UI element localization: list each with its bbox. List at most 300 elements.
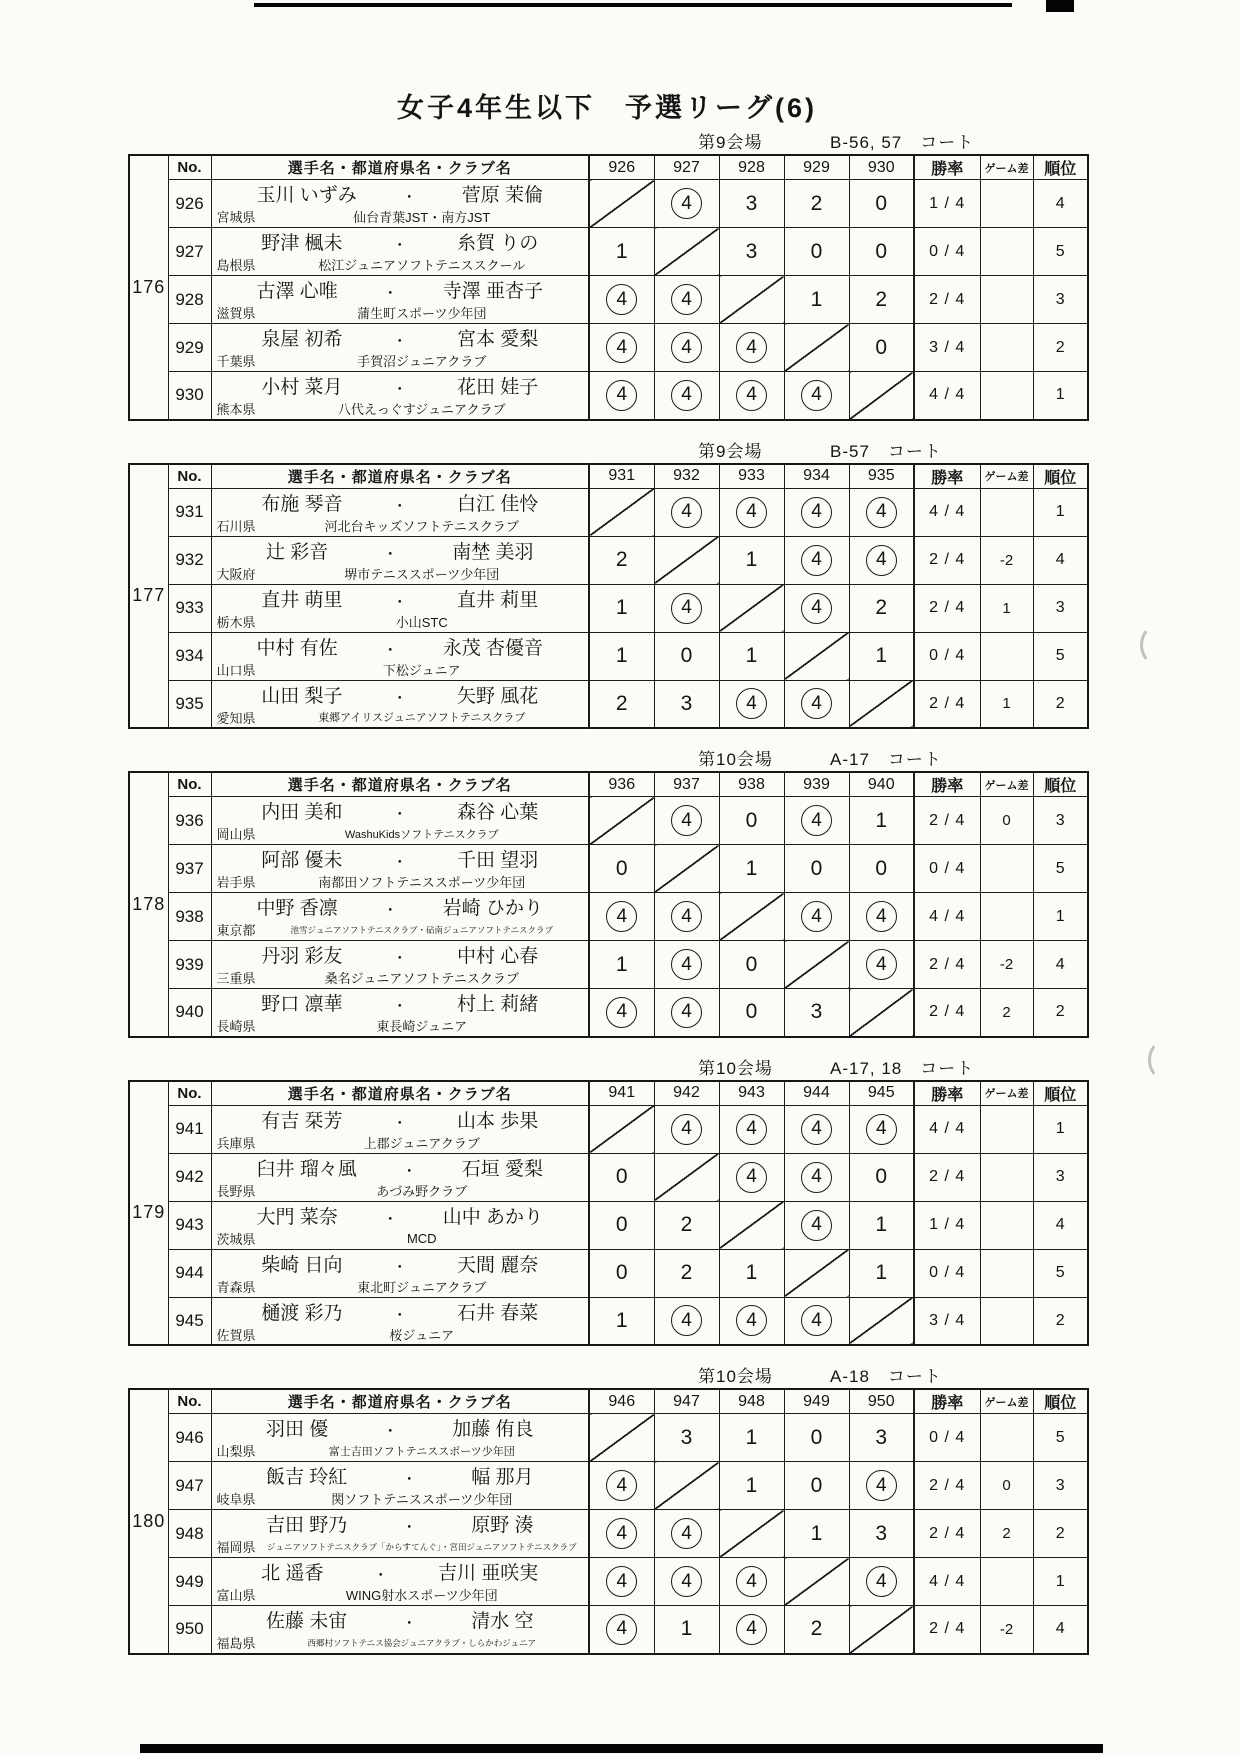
win-rate: 4 / 4 <box>914 488 980 536</box>
pair-number: 928 <box>168 276 211 324</box>
rank: 2 <box>1033 989 1088 1037</box>
match-result-vs-927 <box>654 276 719 324</box>
pair-name-cell <box>211 584 589 632</box>
pair-number: 949 <box>168 1558 211 1606</box>
prefecture: 熊本県 <box>216 402 256 417</box>
match-result-vs-933: 1 <box>719 536 784 584</box>
match-result-vs-936 <box>589 989 654 1037</box>
player-1-name: 野口 凛華 <box>261 994 343 1015</box>
league-table-group-180 <box>128 1362 1087 1655</box>
circled-score-4: 4 <box>606 1566 637 1597</box>
circled-score-4: 4 <box>801 901 832 932</box>
pair-number: 926 <box>168 180 211 228</box>
match-result-vs-940 <box>849 941 914 989</box>
circled-score-4: 4 <box>801 688 832 719</box>
player-1-name: 布施 琴音 <box>261 493 343 515</box>
club-name: 小山STC <box>395 614 448 630</box>
column-header-players: 選手名・都道府県名・クラブ名 <box>211 464 589 489</box>
column-header-players: 選手名・都道府県名・クラブ名 <box>211 155 589 180</box>
page-title: 女子4年生以下 予選リーグ(6) <box>396 93 817 123</box>
player-names <box>212 1558 589 1585</box>
match-result-vs-929 <box>784 372 849 420</box>
player-names <box>212 489 589 516</box>
circled-score-4: 4 <box>671 497 702 528</box>
match-result-vs-931: 1 <box>589 632 654 680</box>
pref-club-line <box>212 1441 589 1460</box>
pref-club-line <box>212 351 589 370</box>
round-robin-table <box>128 771 1089 1038</box>
match-result-vs-938: 0 <box>719 797 784 845</box>
player-2-name: 清水 空 <box>471 1611 534 1632</box>
match-result-vs-933 <box>719 488 784 536</box>
self-match-diagonal <box>719 1510 784 1558</box>
pair-name-cell <box>211 989 589 1037</box>
match-result-vs-937 <box>654 941 719 989</box>
prefecture: 福岡県 <box>216 1540 256 1555</box>
column-header-no: No. <box>168 155 211 180</box>
player-1-name: 辻 彩音 <box>265 541 329 563</box>
win-rate: 2 / 4 <box>914 1606 980 1654</box>
player-1-name: 内田 美和 <box>261 802 343 823</box>
player-names <box>212 681 589 708</box>
column-header-opponent-940: 940 <box>849 772 914 797</box>
rank: 1 <box>1033 372 1088 420</box>
pref-club-line <box>212 1277 589 1296</box>
match-result-vs-942: 2 <box>654 1249 719 1297</box>
column-header-rank: 順位 <box>1033 1081 1088 1106</box>
pair-name-cell <box>211 680 589 728</box>
circled-score-4: 4 <box>866 497 897 528</box>
match-result-vs-938: 0 <box>719 989 784 1037</box>
win-rate: 0 / 4 <box>914 845 980 893</box>
column-header-rank: 順位 <box>1033 772 1088 797</box>
match-result-vs-946 <box>589 1558 654 1606</box>
player-2-name: 千田 望羽 <box>456 850 539 871</box>
prefecture: 山口県 <box>216 662 256 678</box>
match-result-vs-948 <box>719 1606 784 1654</box>
pair-row-950 <box>129 1606 1088 1654</box>
match-result-vs-932: 0 <box>654 632 719 680</box>
win-rate: 0 / 4 <box>914 632 980 680</box>
self-match-diagonal <box>784 1558 849 1606</box>
column-header-opponent-942: 942 <box>654 1081 719 1106</box>
win-rate: 3 / 4 <box>914 1297 980 1345</box>
column-header-opponent-937: 937 <box>654 772 719 797</box>
match-result-vs-930: 0 <box>849 324 914 372</box>
game-diff <box>980 1153 1033 1201</box>
pair-row-947 <box>129 1462 1088 1510</box>
player-1-name: 古澤 心唯 <box>256 281 338 302</box>
column-header-opponent-950: 950 <box>849 1389 914 1414</box>
pref-club-line <box>212 303 589 322</box>
self-match-diagonal <box>719 276 784 324</box>
pair-row-949 <box>129 1558 1088 1606</box>
circled-score-4: 4 <box>606 1518 637 1549</box>
pref-club-line <box>212 1016 589 1035</box>
match-result-vs-928 <box>719 324 784 372</box>
self-match-diagonal <box>849 989 914 1037</box>
game-diff: 0 <box>980 797 1033 845</box>
pair-separator: ・ <box>373 1567 389 1584</box>
game-diff <box>980 324 1033 372</box>
club-name: MCD <box>406 1230 437 1246</box>
pair-number: 930 <box>168 372 211 420</box>
column-header-opponent-933: 933 <box>719 464 784 489</box>
win-rate: 2 / 4 <box>914 680 980 728</box>
prefecture: 島根県 <box>216 258 256 273</box>
match-result-vs-933: 1 <box>719 632 784 680</box>
club-name: 松江ジュニアソフトテニススクール <box>318 258 526 273</box>
match-result-vs-927 <box>654 372 719 420</box>
club-name: WING射水スポーツ少年団 <box>345 1588 498 1603</box>
pair-row-930 <box>129 372 1088 420</box>
match-result-vs-926 <box>589 324 654 372</box>
pref-club-line <box>212 660 589 679</box>
pair-row-942 <box>129 1153 1088 1201</box>
court-label: B-56, 57 コート <box>830 133 975 152</box>
match-result-vs-931: 2 <box>589 680 654 728</box>
club-name: 東北町ジュニアクラブ <box>357 1279 487 1295</box>
prefecture: 滋賀県 <box>216 306 256 321</box>
club-name: 関ソフトテニススポーツ少年団 <box>331 1492 513 1507</box>
column-header-win-rate: 勝率 <box>914 1081 980 1106</box>
rank: 3 <box>1033 276 1088 324</box>
column-header-win-rate: 勝率 <box>914 155 980 180</box>
pair-number: 944 <box>168 1249 211 1297</box>
pref-club-line <box>212 824 589 843</box>
match-result-vs-940: 1 <box>849 797 914 845</box>
match-result-vs-930: 0 <box>849 180 914 228</box>
column-header-no: No. <box>168 464 211 489</box>
match-result-vs-926 <box>589 276 654 324</box>
player-2-name: 吉川 亜咲実 <box>437 1563 539 1584</box>
rank: 2 <box>1033 324 1088 372</box>
pair-number: 947 <box>168 1462 211 1510</box>
game-diff <box>980 488 1033 536</box>
pair-row-931 <box>129 488 1088 536</box>
circled-score-4: 4 <box>671 1305 702 1336</box>
win-rate: 4 / 4 <box>914 372 980 420</box>
column-header-no: No. <box>168 1081 211 1106</box>
circled-score-4: 4 <box>866 1114 897 1145</box>
self-match-diagonal <box>719 1201 784 1249</box>
pair-separator: ・ <box>401 1471 417 1488</box>
player-1-name: 丹羽 彩友 <box>261 946 343 967</box>
circled-score-4: 4 <box>606 901 637 932</box>
column-header-opponent-931: 931 <box>589 464 654 489</box>
pair-separator: ・ <box>392 381 408 398</box>
rank: 5 <box>1033 1414 1088 1462</box>
pair-row-945 <box>129 1297 1088 1345</box>
column-header-players: 選手名・都道府県名・クラブ名 <box>211 1081 589 1106</box>
circled-score-4: 4 <box>736 332 767 363</box>
club-name: 富士吉田ソフトテニススポーツ少年団 <box>328 1445 515 1458</box>
game-diff <box>980 632 1033 680</box>
prefecture: 青森県 <box>216 1279 256 1295</box>
rank: 3 <box>1033 1153 1088 1201</box>
pair-separator: ・ <box>392 689 408 707</box>
circled-score-4: 4 <box>801 1210 832 1241</box>
circled-score-4: 4 <box>801 497 832 528</box>
pair-separator: ・ <box>401 1615 417 1632</box>
league-table-group-177 <box>128 437 1087 730</box>
pref-club-line <box>212 1585 589 1604</box>
circled-score-4: 4 <box>671 805 702 836</box>
match-result-vs-942 <box>654 1297 719 1345</box>
match-result-vs-949: 1 <box>784 1510 849 1558</box>
self-match-diagonal <box>719 893 784 941</box>
player-2-name: 中村 心春 <box>456 946 539 967</box>
pair-name-cell <box>211 1510 589 1558</box>
win-rate: 2 / 4 <box>914 584 980 632</box>
pair-separator: ・ <box>392 854 408 871</box>
pair-number: 938 <box>168 893 211 941</box>
column-header-win-rate: 勝率 <box>914 772 980 797</box>
column-header-opponent-932: 932 <box>654 464 719 489</box>
round-robin-table <box>128 1388 1089 1655</box>
venue-court-line <box>128 437 1087 463</box>
game-diff: -2 <box>980 1606 1033 1654</box>
match-result-vs-944 <box>784 1105 849 1153</box>
match-result-vs-946 <box>589 1462 654 1510</box>
match-result-vs-934 <box>784 584 849 632</box>
player-names <box>212 633 589 660</box>
pair-separator: ・ <box>392 998 408 1015</box>
pref-club-line <box>212 516 589 535</box>
prefecture: 宮城県 <box>216 210 256 225</box>
self-match-diagonal <box>784 632 849 680</box>
pair-number: 948 <box>168 1510 211 1558</box>
column-header-opponent-926: 926 <box>589 155 654 180</box>
pref-club-line <box>212 399 589 418</box>
win-rate: 2 / 4 <box>914 276 980 324</box>
scan-artifact-curve <box>1140 625 1172 665</box>
match-result-vs-934 <box>784 488 849 536</box>
club-name: 河北台キッズソフトテニスクラブ <box>324 518 519 534</box>
match-result-vs-941: 0 <box>589 1201 654 1249</box>
player-2-name: 花田 娃子 <box>456 377 539 398</box>
column-header-rank: 順位 <box>1033 464 1088 489</box>
scan-artifact-top-line <box>254 3 1012 7</box>
circled-score-4: 4 <box>866 1470 897 1501</box>
player-2-name: 天間 麗奈 <box>456 1254 539 1276</box>
column-header-opponent-934: 934 <box>784 464 849 489</box>
player-2-name: 石垣 愛梨 <box>461 1158 543 1180</box>
prefecture: 兵庫県 <box>216 1135 256 1151</box>
club-name: 桑名ジュニアソフトテニスクラブ <box>324 971 519 986</box>
column-header-rank: 順位 <box>1033 155 1088 180</box>
circled-score-4: 4 <box>671 380 702 411</box>
venue-court-line <box>128 128 1087 154</box>
player-names <box>212 537 589 564</box>
pair-row-934 <box>129 632 1088 680</box>
game-diff: -2 <box>980 536 1033 584</box>
rank: 1 <box>1033 893 1088 941</box>
player-2-name: 岩崎 ひかり <box>442 898 543 919</box>
match-result-vs-947: 1 <box>654 1606 719 1654</box>
pair-name-cell <box>211 324 589 372</box>
circled-score-4: 4 <box>671 332 702 363</box>
player-names <box>212 1462 589 1489</box>
pref-club-line <box>212 612 589 631</box>
pref-club-line <box>212 1133 589 1152</box>
player-1-name: 有吉 栞芳 <box>261 1110 343 1132</box>
match-result-vs-941: 0 <box>589 1153 654 1201</box>
circled-score-4: 4 <box>671 1114 702 1145</box>
match-result-vs-945: 0 <box>849 1153 914 1201</box>
column-header-win-rate: 勝率 <box>914 464 980 489</box>
scan-artifact-bottom-bar <box>140 1744 1103 1753</box>
pref-club-line <box>212 1325 589 1344</box>
pair-row-944 <box>129 1249 1088 1297</box>
pair-row-939 <box>129 941 1088 989</box>
pref-club-line <box>212 1229 589 1248</box>
win-rate: 4 / 4 <box>914 1105 980 1153</box>
self-match-diagonal <box>654 1153 719 1201</box>
pair-separator: ・ <box>382 545 398 563</box>
match-result-vs-943 <box>719 1153 784 1201</box>
club-name: 東長崎ジュニア <box>376 1019 468 1034</box>
pair-name-cell <box>211 228 589 276</box>
circled-score-4: 4 <box>801 1162 832 1193</box>
pair-number: 940 <box>168 989 211 1037</box>
prefecture: 長野県 <box>216 1183 256 1199</box>
player-names <box>212 893 589 920</box>
pair-row-928 <box>129 276 1088 324</box>
pair-separator: ・ <box>392 1114 408 1132</box>
club-name: 堺市テニススポーツ少年団 <box>344 566 500 582</box>
match-result-vs-939: 3 <box>784 989 849 1037</box>
circled-score-4: 4 <box>736 1305 767 1336</box>
player-names <box>212 797 589 824</box>
player-names <box>212 324 589 351</box>
match-result-vs-926: 1 <box>589 228 654 276</box>
pref-club-line <box>212 920 589 939</box>
prefecture: 長崎県 <box>216 1019 256 1034</box>
player-2-name: 寺澤 亜杏子 <box>442 281 543 302</box>
court-label: A-17, 18 コート <box>830 1058 975 1078</box>
player-1-name: 中村 有佐 <box>256 637 338 659</box>
game-diff: 1 <box>980 680 1033 728</box>
match-result-vs-947: 3 <box>654 1414 719 1462</box>
player-1-name: 大門 菜奈 <box>256 1206 338 1228</box>
club-name: 手賀沼ジュニアクラブ <box>357 354 487 369</box>
self-match-diagonal <box>849 680 914 728</box>
player-1-name: 泉屋 初希 <box>261 329 343 350</box>
match-result-vs-942: 2 <box>654 1201 719 1249</box>
column-header-opponent-936: 936 <box>589 772 654 797</box>
player-1-name: 佐藤 未宙 <box>265 1611 348 1632</box>
self-match-diagonal <box>654 845 719 893</box>
self-match-diagonal <box>719 584 784 632</box>
win-rate: 0 / 4 <box>914 228 980 276</box>
self-match-diagonal <box>784 941 849 989</box>
column-header-opponent-928: 928 <box>719 155 784 180</box>
self-match-diagonal <box>589 1414 654 1462</box>
court-label: B-57 コート <box>830 441 942 461</box>
game-diff <box>980 1249 1033 1297</box>
match-result-vs-947 <box>654 1510 719 1558</box>
match-result-vs-942 <box>654 1105 719 1153</box>
column-header-opponent-947: 947 <box>654 1389 719 1414</box>
player-2-name: 山中 あかり <box>442 1206 543 1228</box>
player-2-name: 菅原 茉倫 <box>461 185 543 206</box>
rank: 4 <box>1033 536 1088 584</box>
circled-score-4: 4 <box>671 188 702 219</box>
column-header-opponent-944: 944 <box>784 1081 849 1106</box>
column-header-no: No. <box>168 1389 211 1414</box>
pair-number: 934 <box>168 632 211 680</box>
pair-separator: ・ <box>382 285 398 302</box>
match-result-vs-948: 1 <box>719 1462 784 1510</box>
rank: 1 <box>1033 1105 1088 1153</box>
header-row <box>129 1081 1088 1106</box>
match-result-vs-930: 2 <box>849 276 914 324</box>
match-result-vs-940 <box>849 893 914 941</box>
game-diff: 2 <box>980 1510 1033 1558</box>
rank: 1 <box>1033 488 1088 536</box>
pair-separator: ・ <box>392 1258 408 1276</box>
circled-score-4: 4 <box>801 805 832 836</box>
rank: 3 <box>1033 797 1088 845</box>
win-rate: 1 / 4 <box>914 1201 980 1249</box>
win-rate: 1 / 4 <box>914 180 980 228</box>
self-match-diagonal <box>589 1105 654 1153</box>
pair-number: 950 <box>168 1606 211 1654</box>
game-diff: 1 <box>980 584 1033 632</box>
club-name: 池雪ジュニアソフトテニスクラブ・砧南ジュニアソフトテニスクラブ <box>290 924 553 935</box>
game-diff: 2 <box>980 989 1033 1037</box>
match-result-vs-935 <box>849 536 914 584</box>
pref-club-line <box>212 1181 589 1200</box>
rank: 4 <box>1033 941 1088 989</box>
column-header-opponent-949: 949 <box>784 1389 849 1414</box>
rank: 2 <box>1033 1510 1088 1558</box>
self-match-diagonal <box>654 228 719 276</box>
match-result-vs-929: 2 <box>784 180 849 228</box>
prefecture: 栃木県 <box>216 614 256 630</box>
pair-separator: ・ <box>392 950 408 967</box>
match-result-vs-935: 2 <box>849 584 914 632</box>
self-match-diagonal <box>784 1249 849 1297</box>
self-match-diagonal <box>849 372 914 420</box>
match-result-vs-939 <box>784 893 849 941</box>
pair-row-948 <box>129 1510 1088 1558</box>
venue-label: 第10会場 <box>698 750 773 769</box>
player-names <box>212 1202 589 1229</box>
player-2-name: 森谷 心葉 <box>456 802 539 823</box>
win-rate: 2 / 4 <box>914 989 980 1037</box>
game-diff <box>980 845 1033 893</box>
column-header-game-diff: ゲーム差 <box>980 464 1033 489</box>
match-result-vs-950: 3 <box>849 1510 914 1558</box>
circled-score-4: 4 <box>671 593 702 624</box>
prefecture: 大阪府 <box>216 566 256 582</box>
circled-score-4: 4 <box>801 1305 832 1336</box>
group-number: 177 <box>129 464 168 729</box>
player-names <box>212 1606 589 1633</box>
circled-score-4: 4 <box>801 593 832 624</box>
round-robin-table <box>128 1080 1089 1347</box>
column-header-opponent-939: 939 <box>784 772 849 797</box>
match-result-vs-932: 3 <box>654 680 719 728</box>
player-2-name: 石井 春菜 <box>456 1302 539 1324</box>
pref-club-line <box>212 207 589 226</box>
player-1-name: 直井 萌里 <box>261 589 343 611</box>
match-result-vs-929: 0 <box>784 228 849 276</box>
match-result-vs-941: 0 <box>589 1249 654 1297</box>
win-rate: 2 / 4 <box>914 941 980 989</box>
